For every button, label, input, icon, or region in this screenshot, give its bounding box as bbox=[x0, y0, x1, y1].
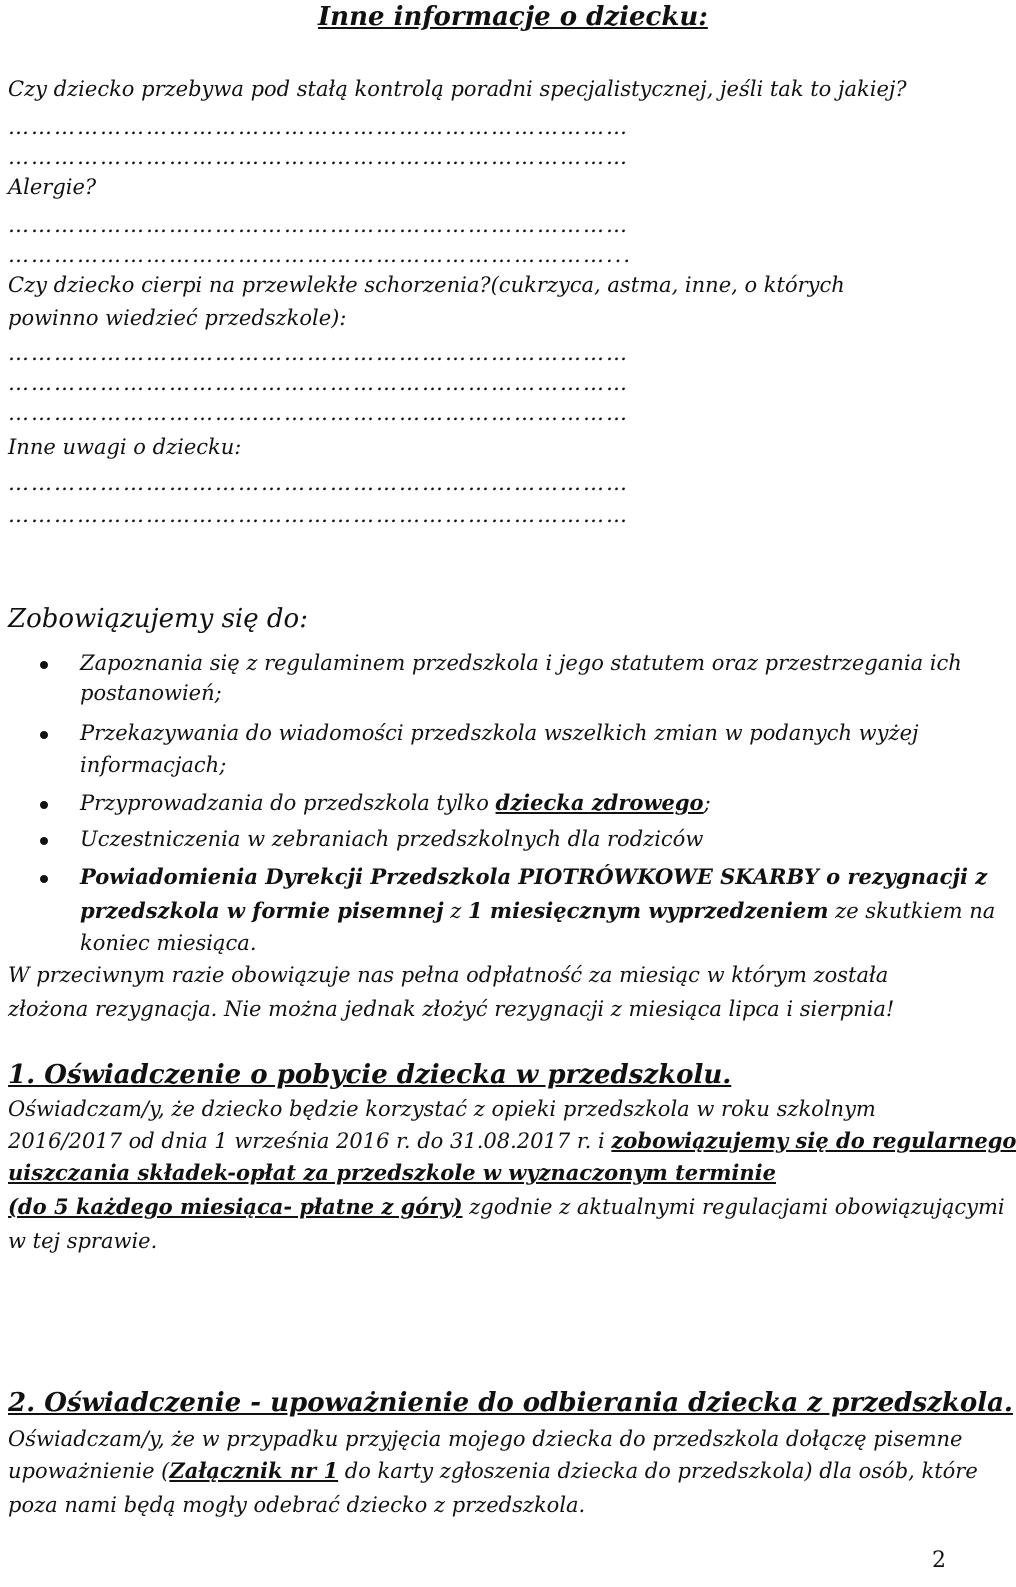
obligation-emphasis: 1 miesięcznym wyprzedzeniem bbox=[468, 898, 829, 923]
section1-text-cont: w tej sprawie. bbox=[8, 1229, 158, 1253]
answer-dots: ……………………………………………………………………… bbox=[8, 503, 629, 527]
answer-dots: ……………………………………………………………………… bbox=[8, 341, 629, 365]
section1-text-cont: uiszczania składek-opłat za przedszkole w wyznaczonym terminie bbox=[8, 1160, 777, 1185]
page-number: 2 bbox=[932, 1548, 946, 1573]
question-specialist-clinic: Czy dziecko przebywa pod stałą kontrolą poradni specjalistycznej, jeśli tak to jakiej? bbox=[8, 77, 907, 101]
penalty-text-cont: złożona rezygnacja. Nie można jednak złożyć rezygnacji z miesiąca lipca i sierpnia! bbox=[8, 997, 895, 1021]
penalty-text: W przeciwnym razie obowiązuje nas pełna odpłatność za miesiąc w którym została bbox=[8, 963, 889, 987]
answer-dots: ……………………………………………………………………… bbox=[8, 371, 629, 395]
answer-dots: ……………………………………………………………………… bbox=[8, 213, 629, 237]
section2-emphasis: Załącznik nr 1 bbox=[169, 1458, 339, 1483]
section2-text: Oświadczam/y, że w przypadku przyjęcia mojego dziecka do przedszkola dołączę pisemne bbox=[8, 1427, 963, 1451]
section2-text-part: upoważnienie ( bbox=[8, 1459, 170, 1483]
obligation-item: Powiadomienia Dyrekcji Przedszkola PIOTRÓWKOWE SKARBY o rezygnacji z bbox=[80, 864, 988, 889]
obligation-item-cont: postanowień; bbox=[80, 681, 222, 705]
question-other-notes: Inne uwagi o dziecku: bbox=[8, 435, 242, 459]
obligation-emphasis: dziecka zdrowego bbox=[495, 790, 704, 815]
bullet-icon bbox=[40, 731, 48, 739]
obligation-emphasis: przedszkola w formie pisemnej bbox=[80, 898, 444, 923]
obligations-title: Zobowiązujemy się do: bbox=[8, 604, 308, 634]
answer-dots: ……………………………………………………………………… bbox=[8, 471, 629, 495]
obligation-text: ; bbox=[703, 791, 711, 815]
question-allergies: Alergie? bbox=[8, 175, 97, 199]
obligation-item: Uczestniczenia w zebraniach przedszkolnych dla rodziców bbox=[80, 827, 704, 851]
section1-emphasis: zobowiązujemy się do regularnego bbox=[611, 1128, 1016, 1153]
obligation-item-cont bbox=[80, 896, 996, 926]
obligation-item: Przekazywania do wiadomości przedszkola wszelkich zmian w podanych wyżej bbox=[80, 721, 919, 745]
bullet-icon bbox=[40, 661, 48, 669]
answer-dots: ……………………………………………………………………... bbox=[8, 243, 633, 267]
obligation-text: z bbox=[443, 899, 468, 923]
obligation-item-cont: koniec miesiąca. bbox=[80, 931, 257, 955]
section2-text-cont: poza nami będą mogły odebrać dziecko z przedszkola. bbox=[8, 1493, 586, 1517]
bullet-icon bbox=[40, 875, 48, 883]
bullet-icon bbox=[40, 837, 48, 845]
section1-text-part: 2016/2017 od dnia 1 września 2016 r. do 31.08.2017 r. i bbox=[8, 1129, 612, 1153]
section2-text-cont bbox=[8, 1456, 978, 1486]
section1-text-cont bbox=[8, 1126, 1016, 1156]
question-chronic-diseases-cont: powinno wiedzieć przedszkole): bbox=[8, 306, 347, 330]
answer-dots: ……………………………………………………………………… bbox=[8, 115, 629, 139]
heading: Inne informacje o dziecku: bbox=[318, 2, 708, 32]
section1-text-part: zgodnie z aktualnymi regulacjami obowiązującymi bbox=[462, 1195, 1005, 1219]
question-chronic-diseases: Czy dziecko cierpi na przewlekłe schorzenia?(cukrzyca, astma, inne, o których bbox=[8, 273, 845, 297]
obligation-text: ze skutkiem na bbox=[828, 899, 996, 923]
section2-title: 2. Oświadczenie - upoważnienie do odbierania dziecka z przedszkola. bbox=[8, 1388, 1013, 1418]
section1-emphasis: (do 5 każdego miesiąca- płatne z góry) bbox=[8, 1194, 463, 1219]
obligation-item bbox=[80, 788, 944, 818]
section2-text-part: do karty zgłoszenia dziecka do przedszkola) dla osób, które bbox=[338, 1459, 978, 1483]
obligation-text: Przyprowadzania do przedszkola tylko bbox=[80, 791, 496, 815]
section1-text: Oświadczam/y, że dziecko będzie korzystać z opieki przedszkola w roku szkolnym bbox=[8, 1097, 876, 1121]
section1-text-cont bbox=[8, 1192, 1005, 1222]
obligation-item-cont: informacjach; bbox=[80, 753, 227, 777]
answer-dots: ……………………………………………………………………… bbox=[8, 145, 629, 169]
obligation-item: Zapoznania się z regulaminem przedszkola i jego statutem oraz przestrzegania ich bbox=[80, 651, 962, 675]
bullet-icon bbox=[40, 801, 48, 809]
section1-title: 1. Oświadczenie o pobycie dziecka w przedszkolu. bbox=[8, 1060, 732, 1090]
answer-dots: ……………………………………………………………………… bbox=[8, 401, 629, 425]
